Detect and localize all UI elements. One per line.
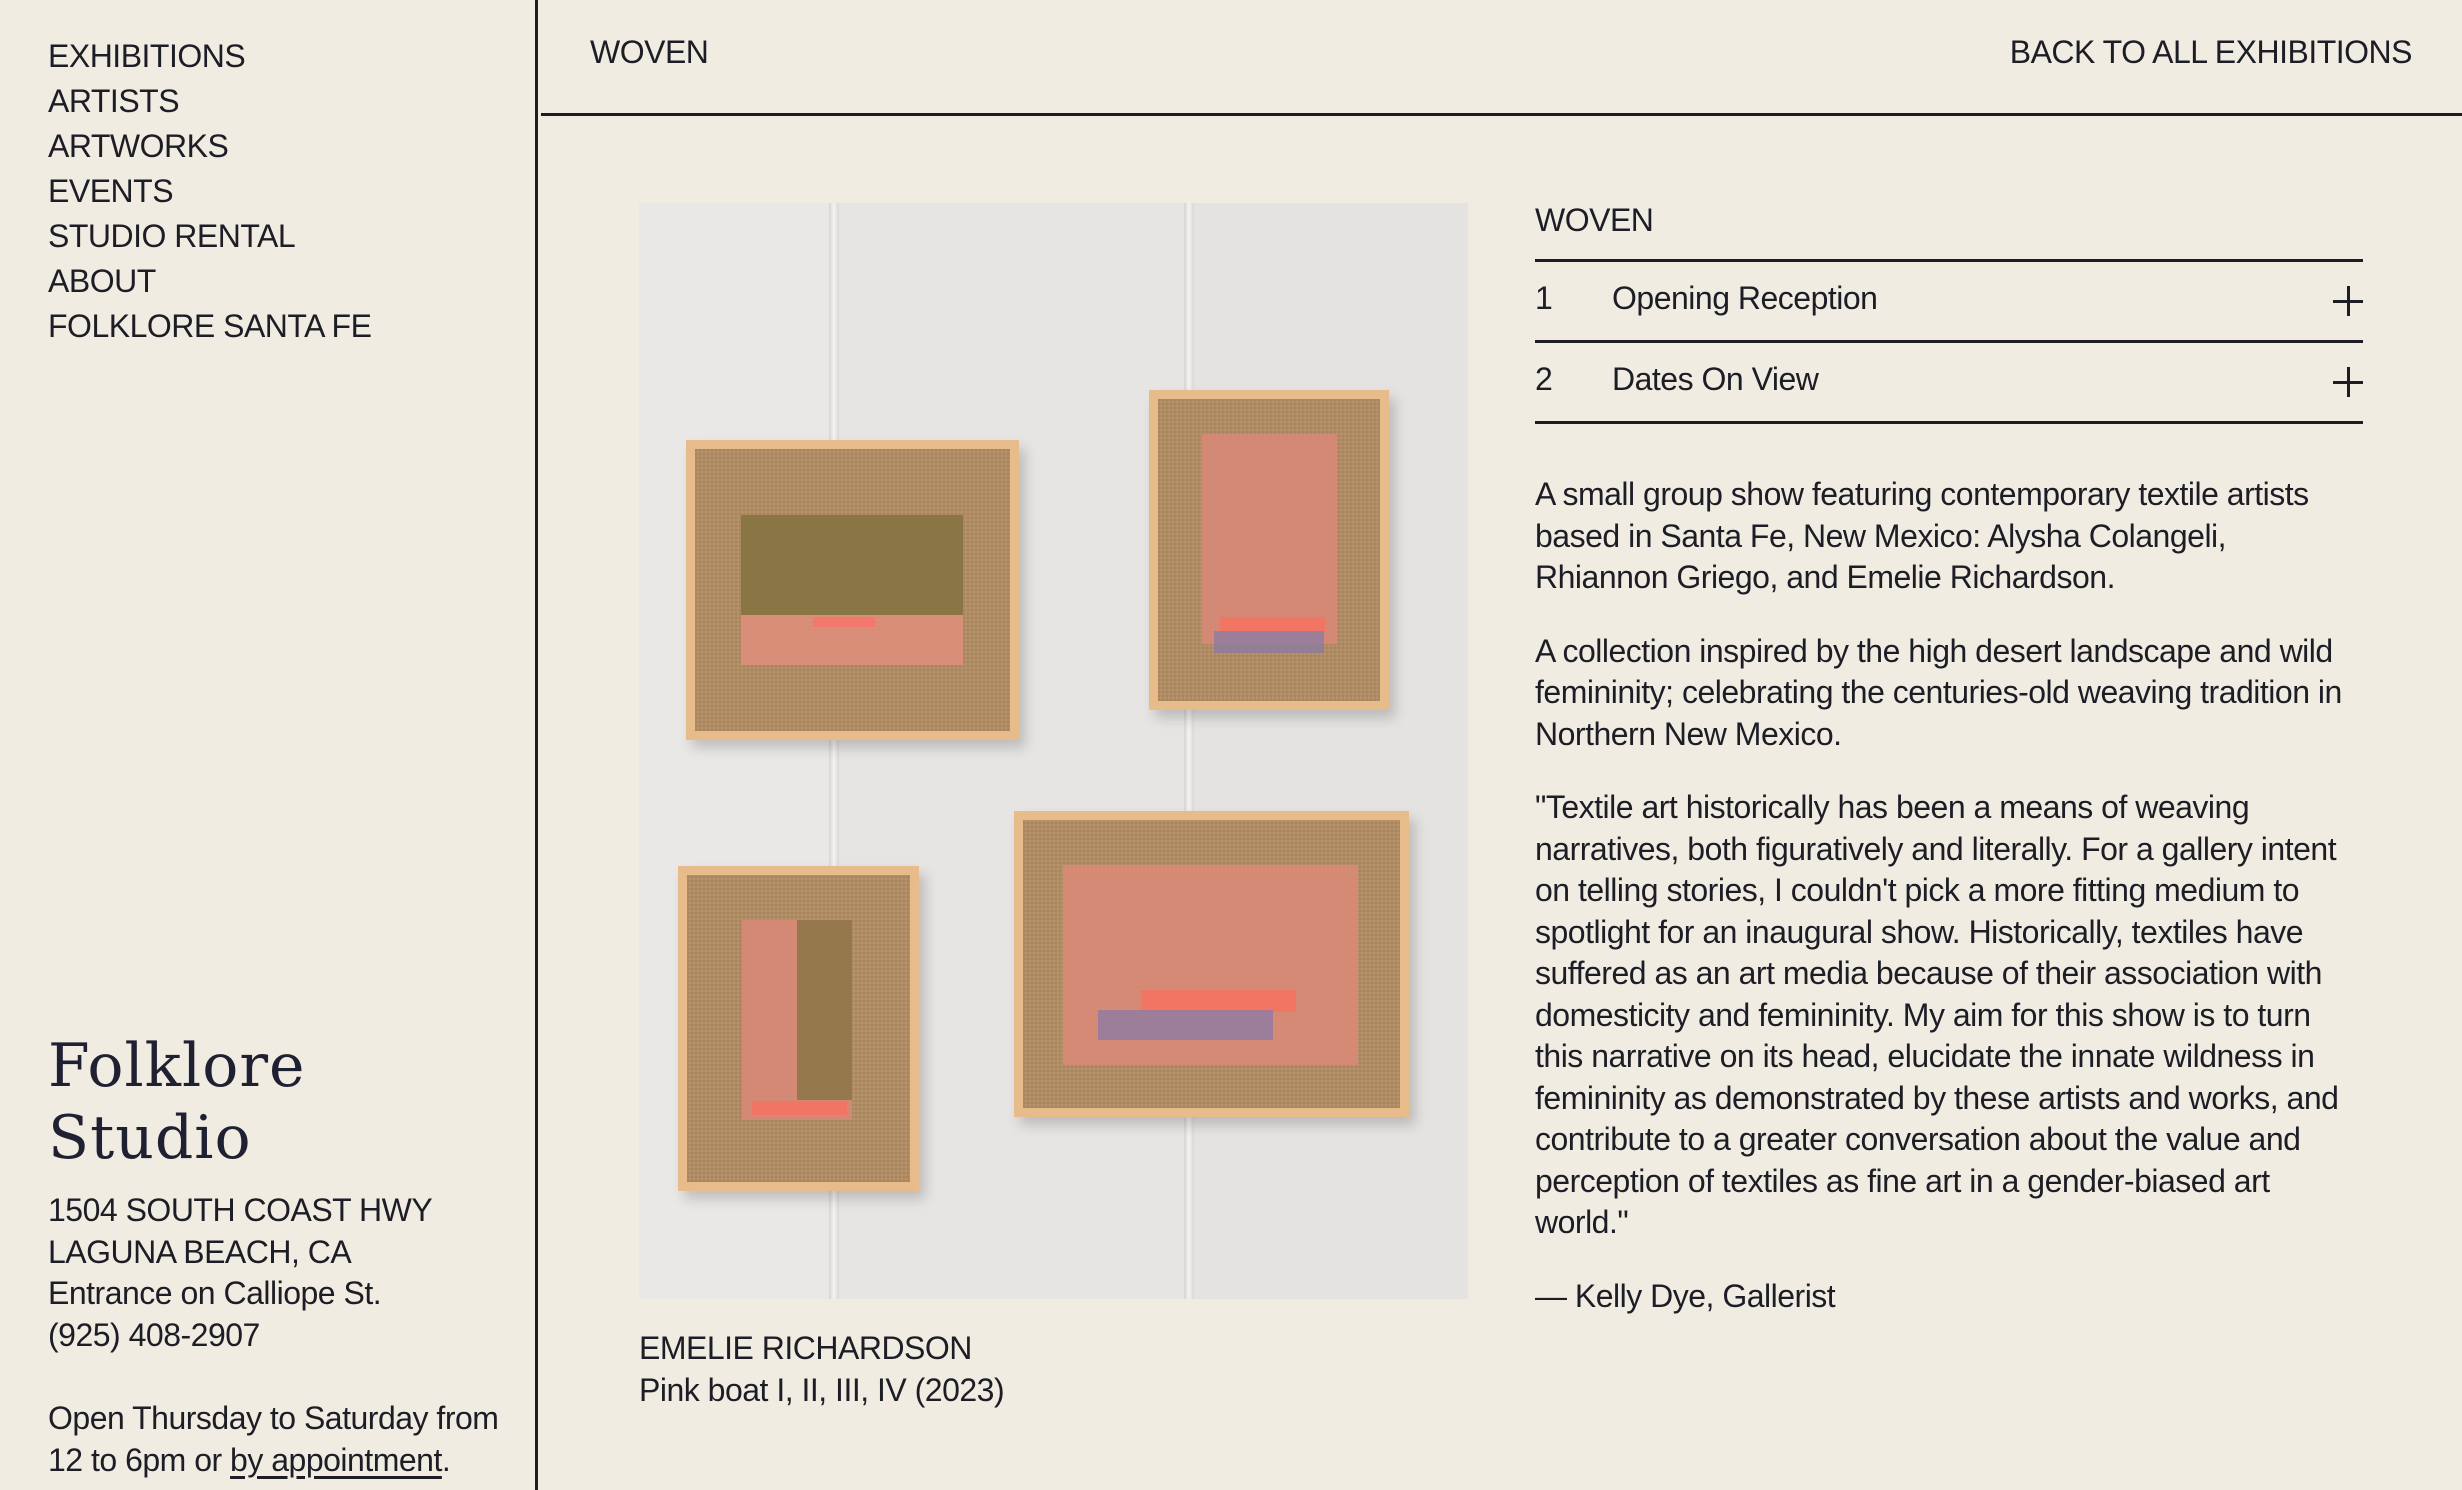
weaving-frame-1 [686,440,1019,740]
phone-number[interactable]: (925) 408-2907 [48,1316,260,1353]
sidebar [0,0,538,1490]
address-line-entrance: Entrance on Calliope St. [48,1275,382,1311]
accordion-dates-on-view[interactable] [1535,343,2363,424]
plus-icon[interactable] [2333,367,2363,397]
accordion-label: Dates On View [1612,361,1819,397]
address-line-street: 1504 SOUTH COAST HWY [48,1192,433,1228]
weaving-canvas [687,875,910,1182]
logo[interactable]: Folklore Studio [48,1031,306,1173]
accordion-label: Opening Reception [1612,280,1878,316]
weaving-canvas [1023,820,1400,1108]
weaving-frame-4 [1014,811,1409,1117]
olive-block [741,515,963,615]
nav-about[interactable]: ABOUT [48,263,156,299]
description-paragraph: A small group show featuring contemporary textile artists based in Santa Fe, New Mexico: Alysha Colangeli, Rhiannon Griego, and Emelie Richardson. [1535,476,2309,595]
studio-info [48,1030,518,1481]
nav-studio-rental[interactable]: STUDIO RENTAL [48,218,296,254]
nav-exhibitions[interactable]: EXHIBITIONS [48,38,246,74]
accordion-number: 1 [1535,280,1553,316]
olive-block [797,920,852,1100]
weaving-frame-2 [1149,390,1389,710]
boat-shape [813,617,875,627]
breadcrumb: WOVEN [590,34,709,70]
hours-suffix: . [441,1441,451,1478]
artwork-image [639,203,1468,1299]
nav-events[interactable]: EVENTS [48,173,174,209]
plus-icon[interactable] [2333,286,2363,316]
quote-attribution: — Kelly Dye, Gallerist [1535,1277,1836,1314]
address [48,1190,518,1356]
top-bar [541,0,2462,116]
exhibition-details [1535,200,2363,1349]
boat-shape [1141,990,1296,1012]
boat-shape [1220,617,1325,631]
pink-block [1202,434,1337,644]
weaving-canvas [695,449,1010,731]
exhibition-title: WOVEN [1535,200,2363,262]
artwork-caption [639,1328,1004,1411]
water-shape [1098,1010,1273,1040]
artist-name: EMELIE RICHARDSON [639,1330,972,1366]
hours-text: Open Thursday to Saturday from 12 to 6pm or [48,1400,499,1478]
nav-folklore-santa-fe[interactable]: FOLKLORE SANTA FE [48,308,372,344]
address-line-city: LAGUNA BEACH, CA [48,1233,352,1270]
artwork-title: Pink boat I, II, III, IV (2023) [639,1371,1005,1408]
appointment-link[interactable]: by appointment [230,1441,442,1478]
gallerist-quote: "Textile art historically has been a means of weaving narratives, both figuratively and literally. For a gallery intent on telling stories, I couldn't pick a more fitting medium to spotlight for an inaugural show. Historically, textiles have suffered as an art media because of their association with domesticity and femininity. My aim for this show is to turn this narrative on its head, elucidate the innate wildness in femininity as demonstrated by these artists and works, and contribute to a greater conversation about the value and perception of textiles as fine art in a gender-biased art world." [1535,789,2339,1240]
exhibition-description [1535,474,2363,1317]
wall-groove [1184,203,1194,1299]
accordion-opening-reception[interactable] [1535,262,2363,343]
nav-artworks[interactable]: ARTWORKS [48,128,229,164]
opening-hours [48,1398,518,1481]
water-shape [1214,631,1324,653]
weaving-canvas [1158,399,1380,701]
weaving-frame-3 [678,866,919,1191]
nav-artists[interactable]: ARTISTS [48,83,180,119]
main-nav [48,34,371,349]
back-to-exhibitions-link[interactable]: BACK TO ALL EXHIBITIONS [2009,34,2412,70]
accordion-number: 2 [1535,361,1553,397]
boat-shape [752,1101,847,1115]
description-paragraph: A collection inspired by the high desert landscape and wild femininity; celebrating the centuries-old weaving tradition in Northern New Mexico. [1535,632,2342,752]
